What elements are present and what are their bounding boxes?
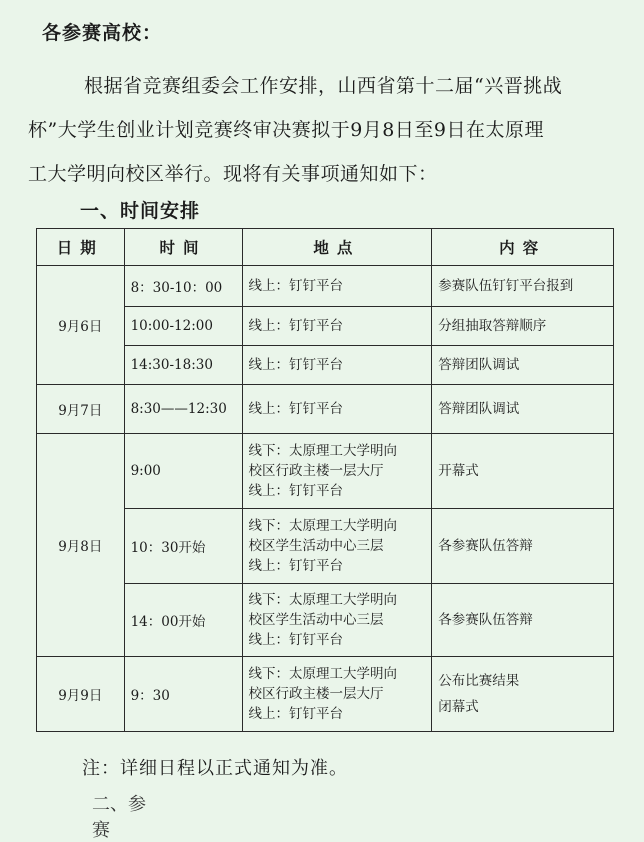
place-line: 线上：钉钉平台 <box>248 278 343 294</box>
place-cell <box>242 266 432 307</box>
content-line: 参赛队伍钉钉平台报到 <box>438 278 574 294</box>
time-cell: 9:00 <box>124 434 242 509</box>
place-line: 线上：钉钉平台 <box>248 558 343 574</box>
content-line: 分组抽取答辩顺序 <box>438 318 547 334</box>
footnote: 注：详细日程以正式通知为准。 <box>82 758 348 779</box>
place-line: 校区行政主楼一层大厅 <box>248 463 384 479</box>
place-cell <box>242 584 432 657</box>
time-cell: 14：00开始 <box>124 584 242 657</box>
place-cell <box>242 657 432 732</box>
content-cell <box>432 509 614 584</box>
time-cell: 8:30——12:30 <box>124 385 242 434</box>
time-cell: 14:30-18:30 <box>124 346 242 385</box>
intro-paragraph <box>28 64 628 196</box>
place-line: 线下：太原理工大学明向 <box>248 518 397 534</box>
place-cell <box>242 385 432 434</box>
header-content: 内容 <box>432 229 614 266</box>
intro-line-1: 根据省竞赛组委会工作安排，山西省第十二届“兴晋挑战 <box>84 75 563 97</box>
time-cell: 9：30 <box>124 657 242 732</box>
next-section-fragment: 二、参赛 <box>92 794 146 841</box>
table-row <box>37 385 614 434</box>
salutation: 各参赛高校： <box>42 22 163 44</box>
header-time: 时间 <box>124 229 242 266</box>
place-line: 线上：钉钉平台 <box>248 483 343 499</box>
table-row <box>37 657 614 732</box>
table-header-row <box>37 229 614 266</box>
intro-line-3: 工大学明向校区举行。现将有关事项通知如下： <box>28 163 438 185</box>
content-line: 各参赛队伍答辩 <box>438 538 533 554</box>
place-line: 校区学生活动中心三层 <box>248 612 384 628</box>
content-cell <box>432 584 614 657</box>
place-line: 校区行政主楼一层大厅 <box>248 686 384 702</box>
content-line: 公布比赛结果 <box>438 673 520 689</box>
date-cell: 9月6日 <box>37 266 125 385</box>
schedule-table <box>36 228 614 732</box>
place-line: 线上：钉钉平台 <box>248 401 343 417</box>
header-date: 日期 <box>37 229 125 266</box>
place-cell <box>242 307 432 346</box>
place-line: 线下：太原理工大学明向 <box>248 592 397 608</box>
place-cell <box>242 346 432 385</box>
date-cell: 9月9日 <box>37 657 125 732</box>
content-cell <box>432 434 614 509</box>
content-cell <box>432 346 614 385</box>
content-line: 闭幕式 <box>438 699 479 715</box>
intro-line-2: 杯”大学生创业计划竞赛终审决赛拟于9月8日至9日在太原理 <box>28 119 544 141</box>
date-cell: 9月8日 <box>37 434 125 657</box>
place-line: 线上：钉钉平台 <box>248 357 343 373</box>
time-cell: 8：30-10：00 <box>124 266 242 307</box>
content-line: 各参赛队伍答辩 <box>438 612 533 628</box>
place-line: 校区学生活动中心三层 <box>248 538 384 554</box>
time-cell: 10:00-12:00 <box>124 307 242 346</box>
content-line: 答辩团队调试 <box>438 357 520 373</box>
content-line: 答辩团队调试 <box>438 401 520 417</box>
content-line: 开幕式 <box>438 463 479 479</box>
place-line: 线上：钉钉平台 <box>248 706 343 722</box>
content-cell <box>432 657 614 732</box>
table-row <box>37 434 614 509</box>
place-line: 线下：太原理工大学明向 <box>248 666 397 682</box>
content-cell <box>432 385 614 434</box>
header-place: 地点 <box>242 229 432 266</box>
date-cell: 9月7日 <box>37 385 125 434</box>
content-cell <box>432 266 614 307</box>
section-heading-schedule: 一、时间安排 <box>80 200 201 222</box>
table-row <box>37 266 614 307</box>
content-cell <box>432 307 614 346</box>
time-cell: 10：30开始 <box>124 509 242 584</box>
place-cell <box>242 434 432 509</box>
place-line: 线上：钉钉平台 <box>248 318 343 334</box>
place-cell <box>242 509 432 584</box>
place-line: 线下：太原理工大学明向 <box>248 443 397 459</box>
place-line: 线上：钉钉平台 <box>248 632 343 648</box>
